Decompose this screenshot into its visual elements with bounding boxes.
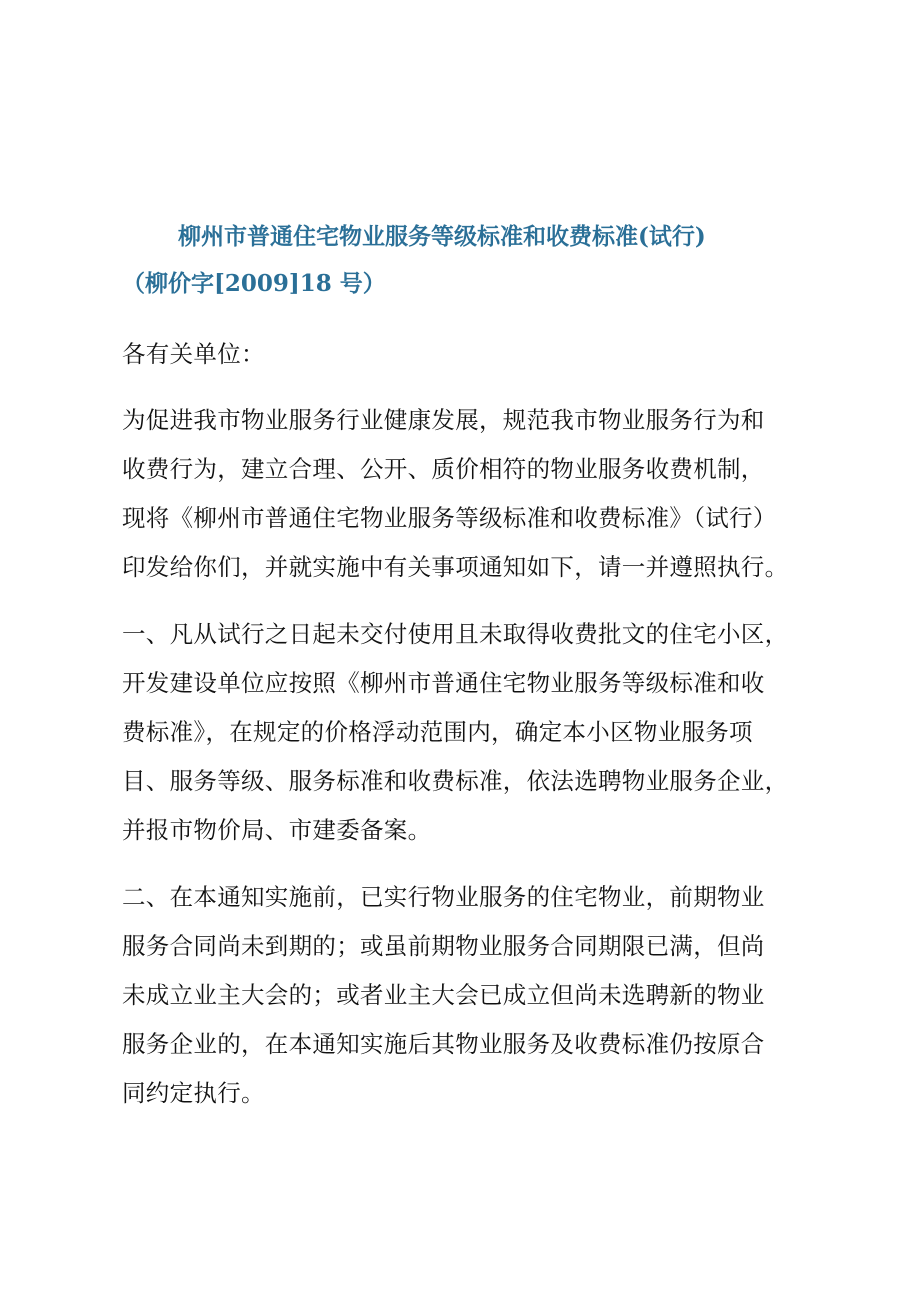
paragraph-line: 未成立业主大会的；或者业主大会已成立但尚未选聘新的物业 bbox=[122, 981, 765, 1009]
paragraph-item-2 bbox=[122, 873, 802, 1118]
paragraph-line: 服务企业的，在本通知实施后其物业服务及收费标准仍按原合 bbox=[122, 1030, 765, 1058]
salutation: 各有关单位： bbox=[122, 340, 265, 368]
paragraph-line: 一、凡从试行之日起未交付使用且未取得收费批文的住宅小区， bbox=[122, 620, 789, 648]
paragraph-line: 目、服务等级、服务标准和收费标准，依法选聘物业服务企业， bbox=[122, 767, 789, 795]
paragraph-intro bbox=[122, 396, 802, 592]
paragraph-line: 收费行为，建立合理、公开、质价相符的物业服务收费机制， bbox=[122, 455, 765, 483]
paragraph-item-1 bbox=[122, 610, 802, 855]
paragraph-line: 二、在本通知实施前，已实行物业服务的住宅物业，前期物业 bbox=[122, 883, 765, 911]
paragraph-line: 服务合同尚未到期的；或虽前期物业服务合同期限已满，但尚 bbox=[122, 932, 765, 960]
paragraph-line: 为促进我市物业服务行业健康发展，规范我市物业服务行为和 bbox=[122, 406, 765, 434]
paragraph-line: 现将《柳州市普通住宅物业服务等级标准和收费标准》（试行） bbox=[122, 504, 777, 532]
paragraph-line: 费标准》，在规定的价格浮动范围内，确定本小区物业服务项 bbox=[122, 718, 753, 746]
paragraph-line: 并报市物价局、市建委备案。 bbox=[122, 816, 432, 844]
document-number: （柳价字[2009]18 号） bbox=[122, 270, 386, 297]
paragraph-line: 开发建设单位应按照《柳州市普通住宅物业服务等级标准和收 bbox=[122, 669, 765, 697]
paragraph-line: 印发给你们，并就实施中有关事项通知如下，请一并遵照执行。 bbox=[122, 553, 789, 581]
document-title: 柳州市普通住宅物业服务等级标准和收费标准(试行) bbox=[178, 223, 706, 250]
paragraph-line: 同约定执行。 bbox=[122, 1079, 265, 1107]
